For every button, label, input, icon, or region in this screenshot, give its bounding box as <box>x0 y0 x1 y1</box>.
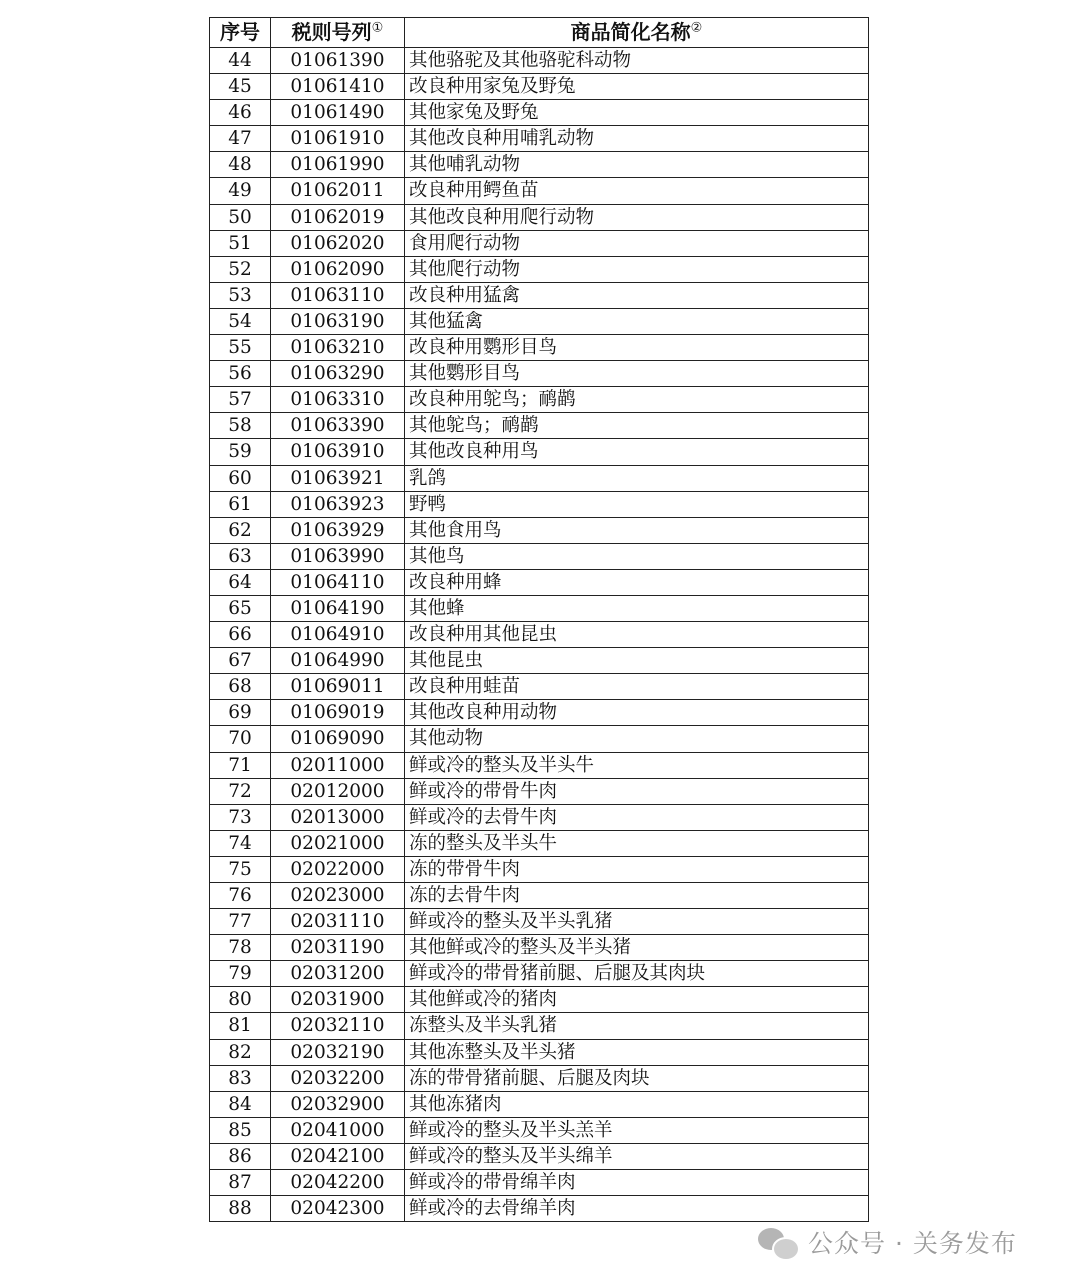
cell-name: 改良种用家兔及野兔 <box>405 74 869 100</box>
cell-seq: 58 <box>210 413 271 439</box>
cell-code: 01062090 <box>271 256 405 282</box>
cell-name: 鲜或冷的带骨绵羊肉 <box>405 1170 869 1196</box>
cell-seq: 53 <box>210 282 271 308</box>
cell-name: 鲜或冷的去骨绵羊肉 <box>405 1196 869 1222</box>
cell-seq: 66 <box>210 622 271 648</box>
table-row <box>210 100 869 126</box>
cell-code: 02031900 <box>271 987 405 1013</box>
cell-name: 其他改良种用动物 <box>405 700 869 726</box>
header-seq-label: 序号 <box>220 20 260 44</box>
table-row <box>210 491 869 517</box>
cell-code: 02042100 <box>271 1143 405 1169</box>
cell-code: 02041000 <box>271 1117 405 1143</box>
table-row <box>210 74 869 100</box>
cell-seq: 45 <box>210 74 271 100</box>
cell-code: 01069090 <box>271 726 405 752</box>
cell-name: 其他鸵鸟；鸸鹋 <box>405 413 869 439</box>
cell-code: 02031200 <box>271 961 405 987</box>
cell-code: 01064910 <box>271 622 405 648</box>
table-row <box>210 204 869 230</box>
cell-seq: 65 <box>210 595 271 621</box>
table-row <box>210 830 869 856</box>
table-row <box>210 361 869 387</box>
cell-code: 01064110 <box>271 569 405 595</box>
cell-code: 02023000 <box>271 883 405 909</box>
cell-code: 02031110 <box>271 909 405 935</box>
cell-seq: 46 <box>210 100 271 126</box>
cell-seq: 79 <box>210 961 271 987</box>
table-row <box>210 1013 869 1039</box>
cell-seq: 69 <box>210 700 271 726</box>
cell-seq: 47 <box>210 126 271 152</box>
cell-code: 02022000 <box>271 856 405 882</box>
table-row <box>210 1065 869 1091</box>
cell-seq: 54 <box>210 308 271 334</box>
cell-name: 冻的带骨牛肉 <box>405 856 869 882</box>
cell-code: 01069019 <box>271 700 405 726</box>
cell-code: 02013000 <box>271 804 405 830</box>
table-header <box>210 18 869 48</box>
cell-code: 01069011 <box>271 674 405 700</box>
cell-seq: 85 <box>210 1117 271 1143</box>
cell-name: 其他改良种用鸟 <box>405 439 869 465</box>
cell-seq: 73 <box>210 804 271 830</box>
table-row <box>210 413 869 439</box>
cell-name: 其他骆驼及其他骆驼科动物 <box>405 48 869 74</box>
table-row <box>210 387 869 413</box>
cell-code: 02042300 <box>271 1196 405 1222</box>
cell-name: 改良种用猛禽 <box>405 282 869 308</box>
tariff-table <box>209 17 869 1222</box>
cell-seq: 86 <box>210 1143 271 1169</box>
watermark-text: 公众号 · 关务发布 <box>808 1229 1017 1258</box>
cell-code: 02032200 <box>271 1065 405 1091</box>
cell-code: 01062019 <box>271 204 405 230</box>
cell-seq: 82 <box>210 1039 271 1065</box>
cell-seq: 74 <box>210 830 271 856</box>
cell-seq: 59 <box>210 439 271 465</box>
table-row <box>210 282 869 308</box>
table-row <box>210 230 869 256</box>
cell-code: 01063310 <box>271 387 405 413</box>
cell-seq: 72 <box>210 778 271 804</box>
cell-code: 01063390 <box>271 413 405 439</box>
cell-name: 其他昆虫 <box>405 648 869 674</box>
table-row <box>210 152 869 178</box>
cell-name: 其他动物 <box>405 726 869 752</box>
cell-name: 野鸭 <box>405 491 869 517</box>
cell-seq: 63 <box>210 543 271 569</box>
cell-seq: 87 <box>210 1170 271 1196</box>
table-row <box>210 1091 869 1117</box>
cell-seq: 62 <box>210 517 271 543</box>
cell-seq: 55 <box>210 335 271 361</box>
cell-name: 冻的去骨牛肉 <box>405 883 869 909</box>
cell-seq: 57 <box>210 387 271 413</box>
cell-code: 01063990 <box>271 543 405 569</box>
cell-seq: 56 <box>210 361 271 387</box>
table-row <box>210 987 869 1013</box>
cell-code: 01061390 <box>271 48 405 74</box>
cell-seq: 81 <box>210 1013 271 1039</box>
cell-name: 其他冻猪肉 <box>405 1091 869 1117</box>
table-row <box>210 1143 869 1169</box>
cell-code: 02032110 <box>271 1013 405 1039</box>
table-row <box>210 883 869 909</box>
cell-seq: 52 <box>210 256 271 282</box>
table-row <box>210 569 869 595</box>
cell-seq: 80 <box>210 987 271 1013</box>
cell-code: 01061910 <box>271 126 405 152</box>
cell-seq: 49 <box>210 178 271 204</box>
cell-code: 02042200 <box>271 1170 405 1196</box>
cell-seq: 78 <box>210 935 271 961</box>
table-body <box>210 48 869 1222</box>
table-row <box>210 1170 869 1196</box>
table-row <box>210 1039 869 1065</box>
cell-code: 01063210 <box>271 335 405 361</box>
cell-code: 01063929 <box>271 517 405 543</box>
table-row <box>210 961 869 987</box>
cell-name: 冻的整头及半头牛 <box>405 830 869 856</box>
table-row <box>210 804 869 830</box>
cell-name: 改良种用其他昆虫 <box>405 622 869 648</box>
table-row <box>210 517 869 543</box>
cell-seq: 75 <box>210 856 271 882</box>
table-row <box>210 700 869 726</box>
header-code-label: 税则号列 <box>291 20 372 44</box>
table-row <box>210 674 869 700</box>
watermark <box>758 1222 1017 1262</box>
table-row <box>210 439 869 465</box>
cell-seq: 64 <box>210 569 271 595</box>
table-row <box>210 856 869 882</box>
cell-name: 冻的带骨猪前腿、后腿及肉块 <box>405 1065 869 1091</box>
cell-code: 01064190 <box>271 595 405 621</box>
table-row <box>210 308 869 334</box>
cell-seq: 44 <box>210 48 271 74</box>
cell-name: 其他鹦形目鸟 <box>405 361 869 387</box>
header-name-label: 商品简化名称 <box>570 20 691 44</box>
table-row <box>210 622 869 648</box>
cell-code: 01061410 <box>271 74 405 100</box>
cell-name: 其他爬行动物 <box>405 256 869 282</box>
cell-name: 改良种用蛙苗 <box>405 674 869 700</box>
cell-name: 其他改良种用哺乳动物 <box>405 126 869 152</box>
cell-code: 01062020 <box>271 230 405 256</box>
cell-code: 02021000 <box>271 830 405 856</box>
cell-seq: 48 <box>210 152 271 178</box>
cell-code: 02011000 <box>271 752 405 778</box>
cell-code: 02012000 <box>271 778 405 804</box>
cell-code: 01061490 <box>271 100 405 126</box>
cell-seq: 88 <box>210 1196 271 1222</box>
cell-code: 01063110 <box>271 282 405 308</box>
header-seq <box>210 18 271 48</box>
cell-name: 鲜或冷的整头及半头绵羊 <box>405 1143 869 1169</box>
header-name <box>405 18 869 48</box>
table-row <box>210 465 869 491</box>
cell-name: 鲜或冷的去骨牛肉 <box>405 804 869 830</box>
cell-code: 01063923 <box>271 491 405 517</box>
cell-name: 改良种用鹦形目鸟 <box>405 335 869 361</box>
header-row <box>210 18 869 48</box>
table-row <box>210 126 869 152</box>
table-row <box>210 1117 869 1143</box>
cell-seq: 71 <box>210 752 271 778</box>
cell-name: 乳鸽 <box>405 465 869 491</box>
table-row <box>210 256 869 282</box>
cell-seq: 61 <box>210 491 271 517</box>
table-row <box>210 178 869 204</box>
cell-seq: 77 <box>210 909 271 935</box>
cell-name: 其他食用鸟 <box>405 517 869 543</box>
cell-code: 01063290 <box>271 361 405 387</box>
cell-name: 其他冻整头及半头猪 <box>405 1039 869 1065</box>
cell-name: 鲜或冷的带骨猪前腿、后腿及其肉块 <box>405 961 869 987</box>
cell-code: 01064990 <box>271 648 405 674</box>
wechat-icon <box>758 1226 798 1258</box>
cell-name: 其他鲜或冷的整头及半头猪 <box>405 935 869 961</box>
cell-name: 其他鲜或冷的猪肉 <box>405 987 869 1013</box>
cell-code: 01062011 <box>271 178 405 204</box>
cell-seq: 60 <box>210 465 271 491</box>
cell-code: 01063921 <box>271 465 405 491</box>
cell-name: 鲜或冷的整头及半头牛 <box>405 752 869 778</box>
cell-name: 其他改良种用爬行动物 <box>405 204 869 230</box>
cell-seq: 83 <box>210 1065 271 1091</box>
cell-name: 冻整头及半头乳猪 <box>405 1013 869 1039</box>
header-name-footnote-mark: ② <box>690 20 703 36</box>
table-row <box>210 48 869 74</box>
header-code-footnote-mark: ① <box>371 20 384 36</box>
cell-name: 其他家兔及野兔 <box>405 100 869 126</box>
table-row <box>210 335 869 361</box>
table-row <box>210 909 869 935</box>
cell-code: 02032190 <box>271 1039 405 1065</box>
cell-code: 01063910 <box>271 439 405 465</box>
table-row <box>210 752 869 778</box>
cell-name: 食用爬行动物 <box>405 230 869 256</box>
header-code <box>271 18 405 48</box>
cell-name: 鲜或冷的整头及半头乳猪 <box>405 909 869 935</box>
cell-seq: 51 <box>210 230 271 256</box>
cell-seq: 76 <box>210 883 271 909</box>
cell-name: 鲜或冷的带骨牛肉 <box>405 778 869 804</box>
cell-name: 改良种用鳄鱼苗 <box>405 178 869 204</box>
cell-name: 其他鸟 <box>405 543 869 569</box>
cell-name: 改良种用鸵鸟；鸸鹋 <box>405 387 869 413</box>
cell-name: 其他猛禽 <box>405 308 869 334</box>
table-row <box>210 648 869 674</box>
table-row <box>210 595 869 621</box>
table-row <box>210 778 869 804</box>
cell-seq: 68 <box>210 674 271 700</box>
cell-code: 02031190 <box>271 935 405 961</box>
table-row <box>210 726 869 752</box>
table-row <box>210 543 869 569</box>
cell-name: 其他蜂 <box>405 595 869 621</box>
cell-name: 改良种用蜂 <box>405 569 869 595</box>
cell-name: 鲜或冷的整头及半头羔羊 <box>405 1117 869 1143</box>
cell-code: 01063190 <box>271 308 405 334</box>
cell-code: 02032900 <box>271 1091 405 1117</box>
table-row <box>210 935 869 961</box>
table-row <box>210 1196 869 1222</box>
cell-seq: 67 <box>210 648 271 674</box>
cell-seq: 84 <box>210 1091 271 1117</box>
cell-code: 01061990 <box>271 152 405 178</box>
cell-seq: 50 <box>210 204 271 230</box>
cell-seq: 70 <box>210 726 271 752</box>
cell-name: 其他哺乳动物 <box>405 152 869 178</box>
